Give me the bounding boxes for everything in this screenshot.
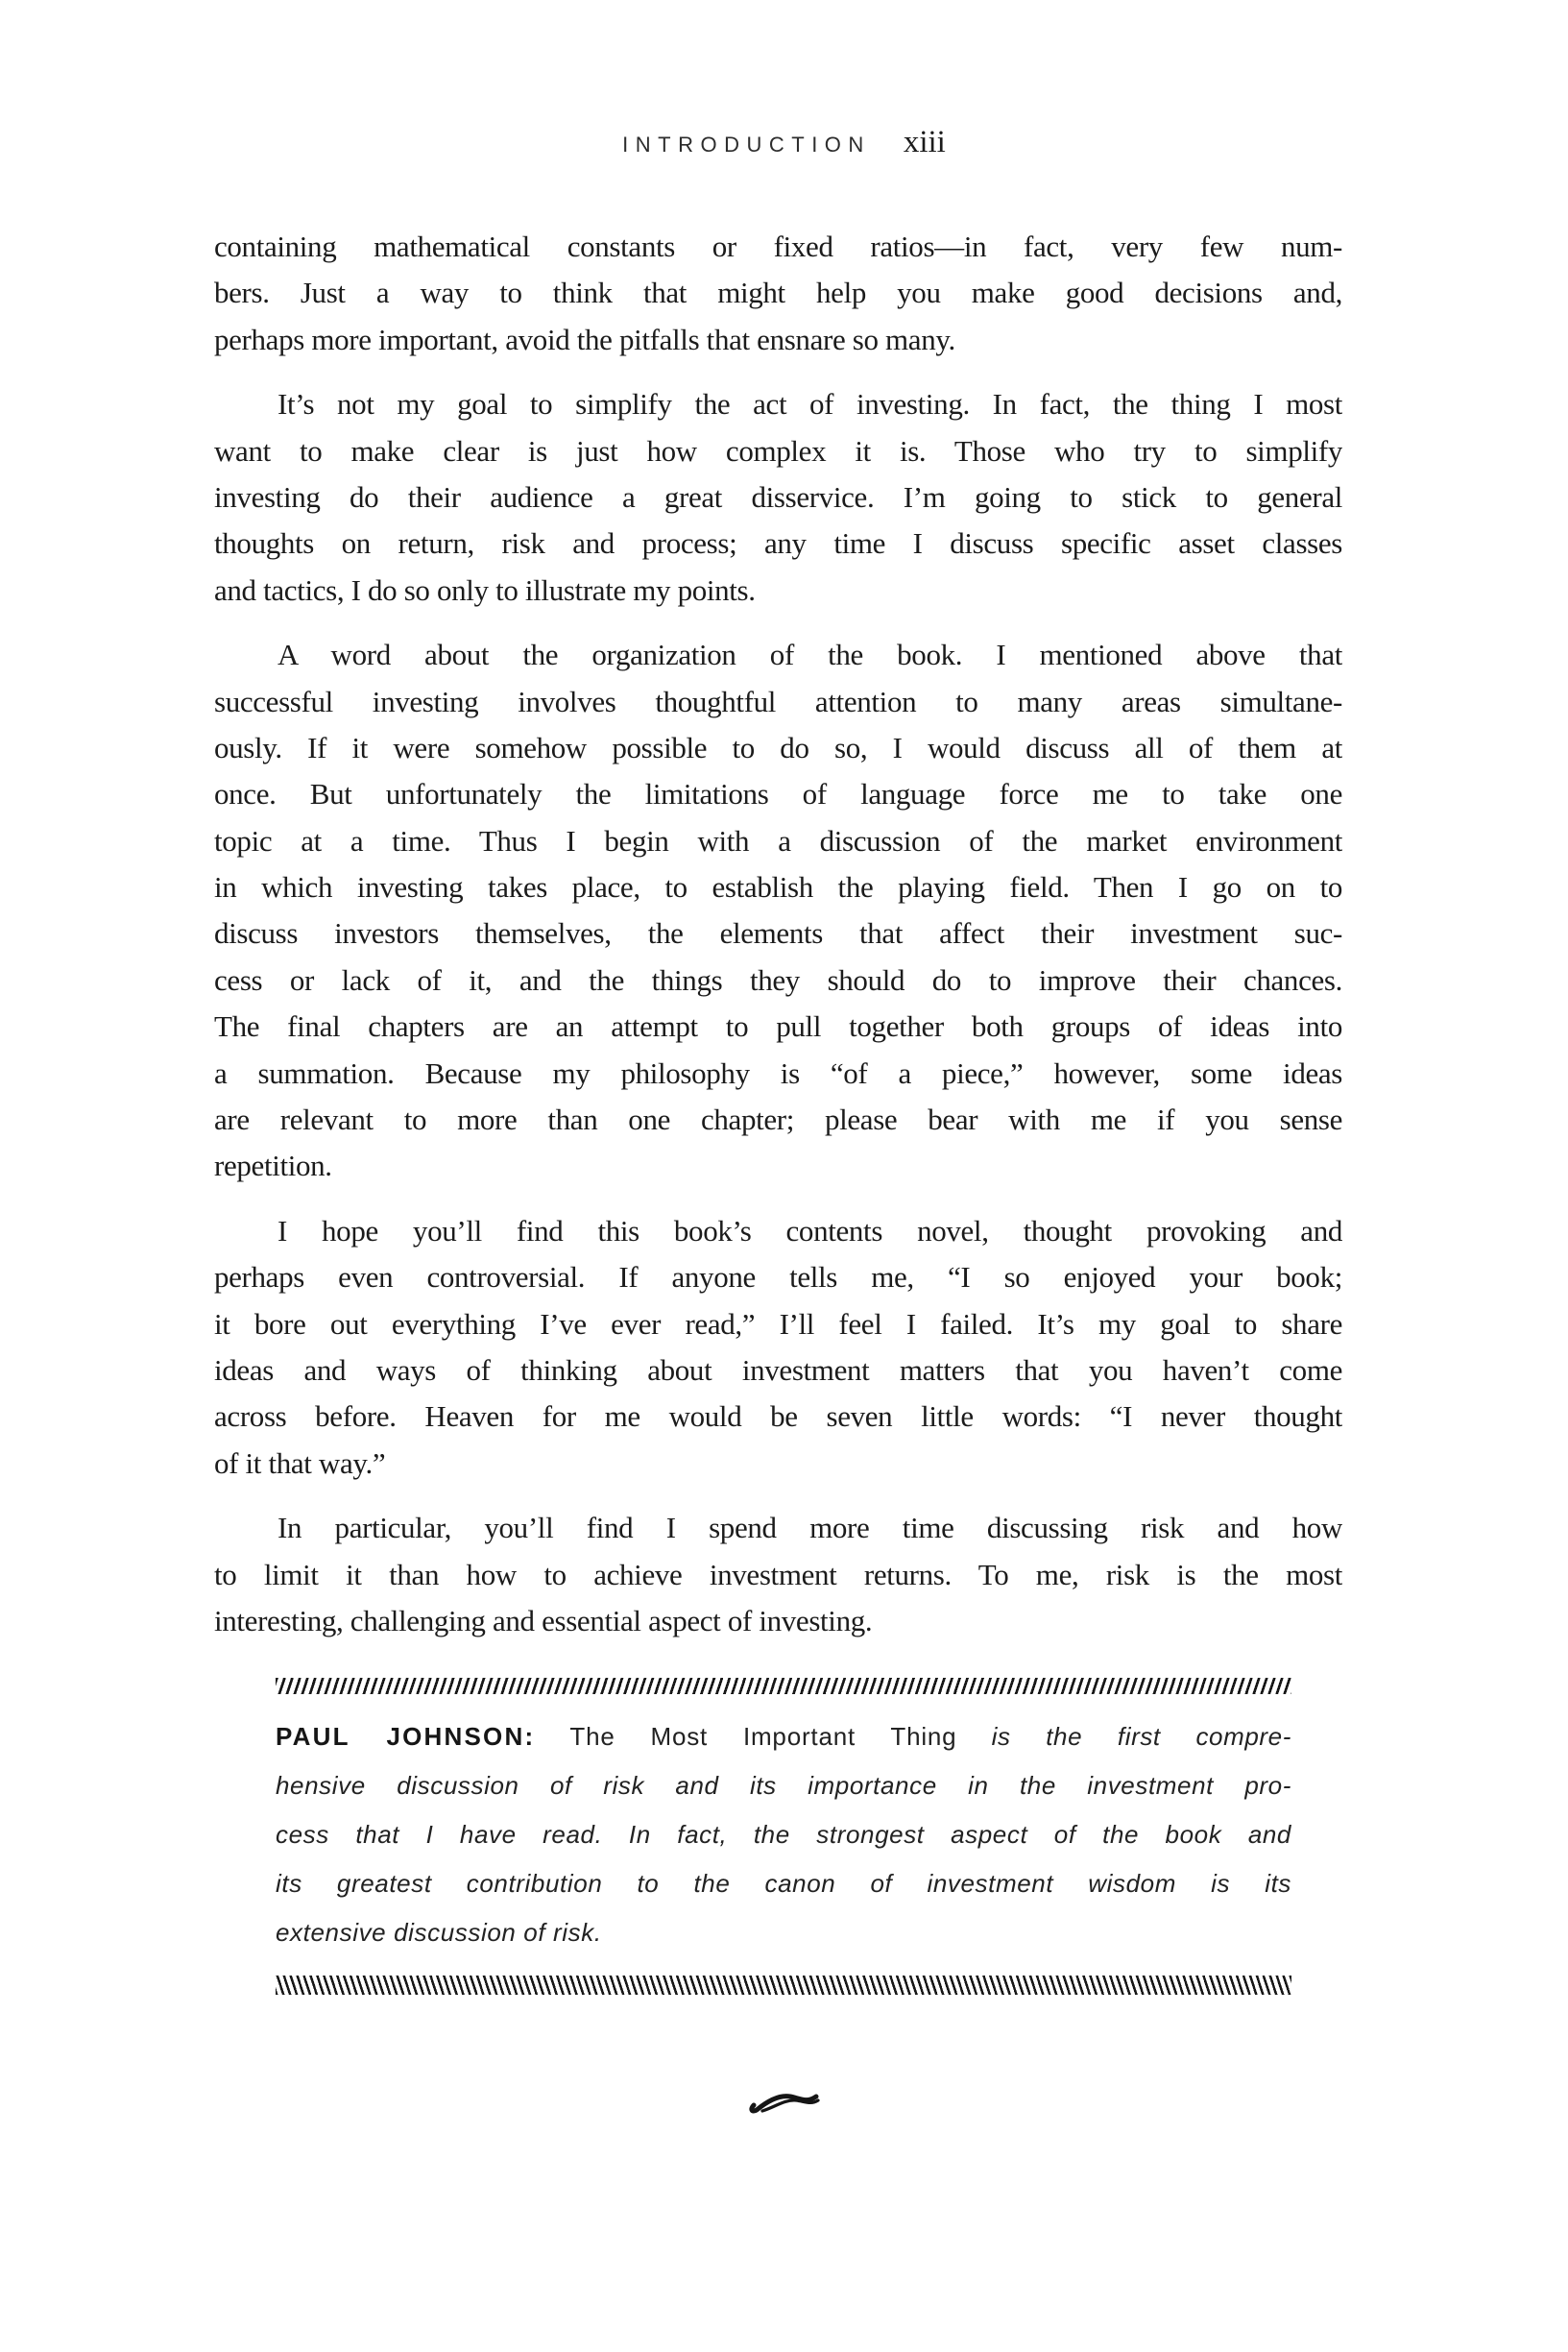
- body-line: I hope you’ll find this book’s contents novel, thought provoking and: [277, 1213, 1342, 1248]
- running-head: INTRODUCTION: [622, 133, 871, 157]
- body-line: perhaps even controversial. If anyone tells me, “I so enjoyed your book;: [214, 1260, 1342, 1295]
- body-line: interesting, challenging and essential aspect of investing.: [214, 1603, 873, 1637]
- body-line: bers. Just a way to think that might help you make good decisions and,: [214, 276, 1342, 310]
- body-line: successful investing involves thoughtful attention to many areas simultane-: [214, 684, 1342, 718]
- commentary-line: its greatest contribution to the canon of investment wisdom is its: [276, 1869, 1291, 1898]
- commentary-line: extensive discussion of risk.: [276, 1918, 602, 1947]
- body-line: it bore out everything I’ve ever read,” I’ll feel I failed. It’s my goal to share: [214, 1306, 1342, 1341]
- commentator-name: PAUL JOHNSON:: [276, 1722, 536, 1751]
- body-line: are relevant to more than one chapter; please bear with me if you sense: [214, 1103, 1342, 1137]
- body-line: perhaps more important, avoid the pitfalls that ensnare so many.: [214, 322, 955, 356]
- body-line: in which investing takes place, to establish the playing field. Then I go on to: [214, 870, 1342, 905]
- body-line: ously. If it were somehow possible to do so, I would discuss all of them at: [214, 730, 1342, 764]
- paragraph: [214, 1505, 1342, 1644]
- body-line: investing do their audience a great disservice. I’m going to stick to general: [214, 479, 1342, 514]
- body-line: containing mathematical constants or fixed ratios—in fact, very few num-: [214, 230, 1342, 263]
- body-line: a summation. Because my philosophy is “of a piece,” however, some ideas: [214, 1055, 1342, 1090]
- hatch-rule-bottom: [276, 1976, 1291, 1995]
- section-divider: [0, 2086, 1568, 2117]
- body-line: A word about the organization of the book. I mentioned above that: [277, 638, 1342, 672]
- body-line: topic at a time. Thus I begin with a discussion of the market environment: [214, 823, 1342, 858]
- body-line: once. But unfortunately the limitations of language force me to take one: [214, 777, 1342, 812]
- commentary-line: cess that I have read. In fact, the strongest aspect of the book and: [276, 1820, 1291, 1849]
- page-number: xiii: [903, 125, 946, 159]
- commentary-text: [276, 1712, 1291, 1957]
- body-line: It’s not my goal to simplify the act of investing. In fact, the thing I most: [277, 387, 1342, 422]
- swash-tilde-ornament-icon: [746, 2086, 823, 2117]
- page-header: [0, 125, 1568, 160]
- paragraph: [214, 381, 1342, 614]
- commentary-line: hensive discussion of risk and its importance in the investment pro-: [276, 1771, 1291, 1800]
- body-line: to limit it than how to achieve investment returns. To me, risk is the most: [214, 1557, 1342, 1591]
- paragraph: [214, 224, 1342, 363]
- body-line: The final chapters are an attempt to pull together both groups of ideas into: [214, 1009, 1342, 1044]
- body-line: want to make clear is just how complex it is. Those who try to simplify: [214, 433, 1342, 468]
- body-line: thoughts on return, risk and process; any time I discuss specific asset classes: [214, 526, 1342, 561]
- commentary-box: [276, 1678, 1291, 1995]
- body-line: repetition.: [214, 1149, 332, 1183]
- body-line: discuss investors themselves, the elements that affect their investment suc-: [214, 916, 1342, 951]
- hatch-rule-top: [276, 1678, 1291, 1694]
- body-line: and tactics, I do so only to illustrate my points.: [214, 572, 756, 607]
- body-line: In particular, you’ll find I spend more time discussing risk and how: [277, 1511, 1342, 1545]
- commentary-line: [276, 1712, 1291, 1761]
- body-line: ideas and ways of thinking about investment matters that you haven’t come: [214, 1352, 1342, 1387]
- paragraph: [214, 632, 1342, 1190]
- paragraph: [214, 1208, 1342, 1487]
- body-line: cess or lack of it, and the things they should do to improve their chances.: [214, 962, 1342, 997]
- commentary-line-fragment: is the first compre-: [991, 1722, 1291, 1751]
- body-line: across before. Heaven for me would be seven little words: “I never thought: [214, 1399, 1342, 1434]
- book-title: The Most Important Thing: [569, 1722, 957, 1751]
- body-line: of it that way.”: [214, 1445, 386, 1480]
- body-text-column: [214, 224, 1342, 1644]
